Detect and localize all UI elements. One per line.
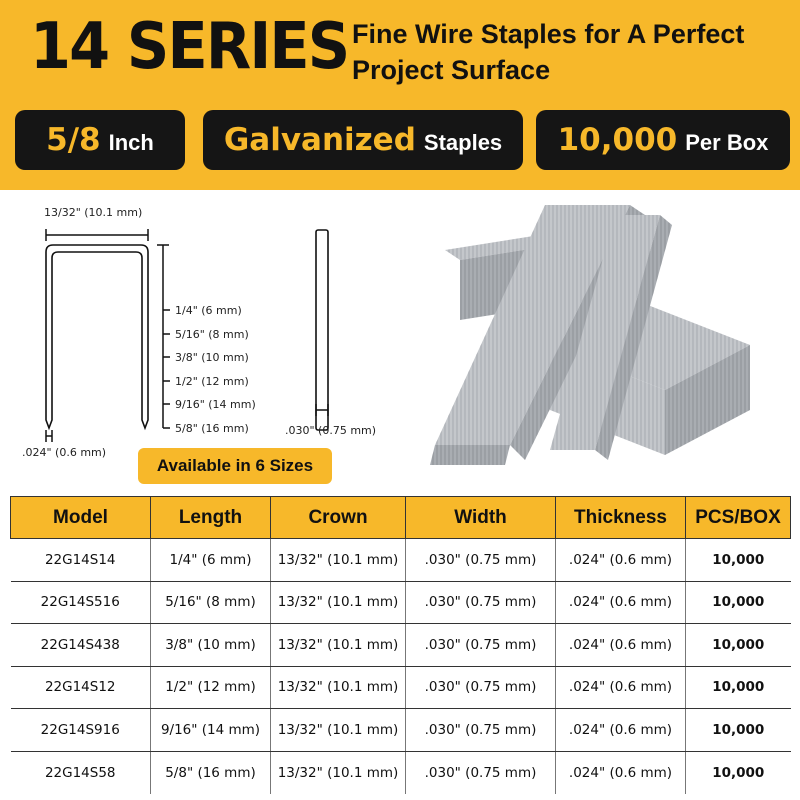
length-badge — [15, 110, 185, 170]
cell-length: 1/4" (6 mm) — [151, 539, 271, 582]
size-label-1: 1/4" (6 mm) — [175, 304, 242, 317]
cell-pcs-box: 10,000 — [686, 751, 791, 794]
cell-model: 22G14S438 — [11, 624, 151, 667]
cell-model: 22G14S516 — [11, 581, 151, 624]
material-badge-unit: Staples — [423, 130, 503, 155]
cell-width: .030" (0.75 mm) — [406, 751, 556, 794]
cell-model: 22G14S12 — [11, 666, 151, 709]
table-row — [11, 581, 791, 624]
cell-thickness: .024" (0.6 mm) — [556, 581, 686, 624]
size-label-5: 9/16" (14 mm) — [175, 398, 256, 411]
cell-length: 5/8" (16 mm) — [151, 751, 271, 794]
table-row — [11, 666, 791, 709]
cell-thickness: .024" (0.6 mm) — [556, 539, 686, 582]
strip-main-end — [430, 445, 510, 465]
cell-thickness: .024" (0.6 mm) — [556, 624, 686, 667]
cell-crown: 13/32" (10.1 mm) — [271, 709, 406, 752]
column-header-pcs-box: PCS/BOX — [686, 497, 791, 539]
cell-crown: 13/32" (10.1 mm) — [271, 666, 406, 709]
size-label-3: 3/8" (10 mm) — [175, 351, 249, 364]
cell-model: 22G14S58 — [44, 764, 116, 781]
material-badge — [203, 110, 523, 170]
tagline-line-1: Fine Wire Staples for A Perfect — [352, 19, 745, 49]
staple-strips-illustration — [400, 195, 800, 495]
cell-thickness: .024" (0.6 mm) — [556, 666, 686, 709]
column-header-length: Length — [151, 497, 271, 539]
spec-table — [10, 496, 791, 794]
width-label: .030" (0.75 mm) — [285, 424, 377, 437]
cell-thickness: .024" (0.6 mm) — [556, 751, 686, 794]
column-header-crown: Crown — [271, 497, 406, 539]
cell-model: 22G14S916 — [11, 709, 151, 752]
cell-thickness: .024" (0.6 mm) — [556, 709, 686, 752]
staple-front-outline — [46, 245, 148, 428]
cell-crown: 13/32" (10.1 mm) — [271, 751, 406, 794]
staple-dimension-diagram — [0, 190, 400, 490]
cell-crown: 13/32" (10.1 mm) — [271, 624, 406, 667]
table-row — [11, 751, 791, 794]
cell-model: 22G14S14 — [11, 539, 151, 582]
crown-label: 13/32" (10.1 mm) — [44, 206, 143, 219]
cell-width: .030" (0.75 mm) — [406, 666, 556, 709]
thickness-label: .024" (0.6 mm) — [22, 446, 107, 459]
cell-length: 5/16" (8 mm) — [151, 581, 271, 624]
cell-length: 1/2" (12 mm) — [151, 666, 271, 709]
size-label-6: 5/8" (16 mm) — [175, 422, 249, 435]
quantity-badge — [536, 110, 790, 170]
cell-pcs-box: 10,000 — [686, 709, 791, 752]
available-sizes-badge: Available in 6 Sizes — [138, 448, 332, 484]
series-title: 14 SERIES — [30, 10, 349, 84]
column-header-thickness: Thickness — [556, 497, 686, 539]
cell-pcs-box: 10,000 — [686, 624, 791, 667]
column-header-width: Width — [406, 497, 556, 539]
tagline — [352, 16, 792, 88]
size-label-4: 1/2" (12 mm) — [175, 375, 249, 388]
quantity-badge-value: 10,000 — [557, 122, 678, 158]
cell-crown: 13/32" (10.1 mm) — [271, 581, 406, 624]
tagline-line-2: Project Surface — [352, 55, 551, 85]
table-row — [11, 624, 791, 667]
length-badge-value: 5/8 — [46, 122, 101, 158]
cell-width: .030" (0.75 mm) — [406, 581, 556, 624]
size-label-2: 5/16" (8 mm) — [175, 328, 249, 341]
staple-strips-image — [400, 195, 800, 495]
cell-width: .030" (0.75 mm) — [406, 709, 556, 752]
cell-width: .030" (0.75 mm) — [406, 539, 556, 582]
cell-length: 3/8" (10 mm) — [151, 624, 271, 667]
table-row — [11, 539, 791, 582]
table-row — [11, 709, 791, 752]
cell-pcs-box: 10,000 — [686, 581, 791, 624]
cell-pcs-box: 10,000 — [686, 666, 791, 709]
column-header-model: Model — [11, 497, 151, 539]
header-banner — [0, 0, 800, 190]
length-badge-unit: Inch — [108, 130, 154, 155]
quantity-badge-unit: Per Box — [685, 130, 769, 155]
cell-length: 9/16" (14 mm) — [151, 709, 271, 752]
material-badge-value: Galvanized — [223, 122, 416, 158]
cell-pcs-box: 10,000 — [686, 539, 791, 582]
cell-crown: 13/32" (10.1 mm) — [271, 539, 406, 582]
cell-width: .030" (0.75 mm) — [406, 624, 556, 667]
staple-side-outline — [316, 230, 328, 430]
table-header-row — [11, 497, 791, 539]
